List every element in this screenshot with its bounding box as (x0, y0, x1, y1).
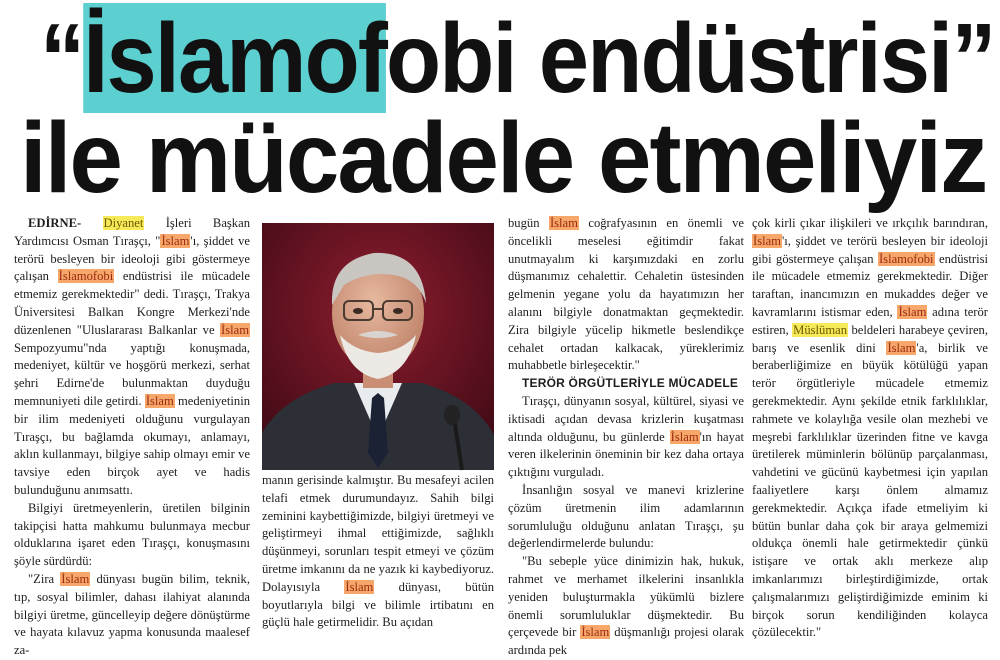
col1-paragraph-1: EDİRNE- Diyanet İşleri Başkan Yardımcısı Osman Tıraşçı, "İslam'ı, şiddet ve terörü besleyen bir ideoloji gibi göstermeye çalışan İslamofobi endüstrisi ile mücadele etmemiz gerekmektedir" dedi. Tıraşçı, Trakya Üniversitesi Balkan Kongre Merkezi'nde düzenlenen "Uluslararası Balkanlar ve İslam Sempozyumu"nda yaptığı konuşmada, medeniyet, kültür ve hoşgörü merkezi, serhat şehri Edirne'de bulunmaktan duyduğu memnuniyeti dile getirdi. İslam medeniyetinin bir ilim medeniyeti olduğunu vurgulayan Tıraşçı, bu bağlamda okumayı, anlamayı, aklın kullanmayı, bilgiye sahip olmayı emir ve tavsiye eden birçok ayet ve hadis bulunduğunu anımsattı. (14, 216, 250, 497)
keyword-highlight: İslam (887, 340, 916, 355)
speaker-portrait (262, 223, 494, 470)
keyword-highlight: İslam (345, 579, 374, 594)
keyword-highlight: İslam (549, 216, 578, 230)
article-column-3 (508, 215, 744, 660)
speaker-photo (262, 223, 494, 470)
keyword-highlight: İslam (161, 233, 190, 248)
article-column-2 (262, 472, 494, 632)
keyword-highlight: Diyanet (103, 216, 144, 230)
keyword-highlight: İslam (898, 304, 927, 319)
article-column-1 (14, 215, 250, 660)
col3-paragraph-4: "Bu sebeple yüce dinimizin hak, hukuk, rahmet ve merhamet ilkelerini insanlıkla yeniden buluşturmakla yükümlü bizlere önemli sorumluluklar düşmektedir. Bu çerçevede bir İslam düşmanlığı projesi olarak ardında pek (508, 554, 744, 658)
col2-paragraph-1: manın gerisinde kalmıştır. Bu mesafeyi acilen telafi etmek durumundayız. Sahih bilgi zeminini kaybettiğimizde, bilgiyi üretmeyi ve geliştirmeyi ihmal ettiğimizde, sağlıklı düşünmeyi, sorunları tespit etmeyi ve çözüm üretme imkanını da ne yazık ki kaybediyoruz. Dolayısıyla İslam dünyası, bütün boyutlarıyla bilgi ve bilimle irtibatını en güçlü hale getirmelidir. Bu açıdan (262, 473, 494, 630)
col3-paragraph-1: bugün İslam coğrafyasının en önemli ve öncelikli meselesi eğitimdir fakat unutmayalım ki karşımızdaki en zorlu düşmanımız cehalettir. Cehaletin üstesinden gelmenin yegane yolu da hayatımızın her alanını bilgiyle donatmaktan geçmektedir. Zira bilgiyle yücelip hikmetle beslendikçe cehalet ortadan kalkacak, yüreklerimiz muhabbetle birleşecektir." (508, 216, 744, 373)
keyword-highlight: İslam (221, 322, 249, 337)
keyword-highlight: İslam (145, 393, 174, 408)
keyword-highlight: İslam (61, 571, 90, 586)
section-subhead: TERÖR ÖRGÜTLERİYLE MÜCADELE (522, 376, 739, 391)
dateline: EDİRNE- (28, 216, 82, 230)
keyword-highlight: Müslüman (793, 322, 848, 337)
article-column-4 (752, 215, 988, 642)
keyword-highlight: İslam (670, 429, 699, 444)
col1-paragraph-2: Bilgiyi üretmeyenlerin, üretilen bilginin takipçisi hatta mahkumu bulunmaya mecbur olduklarına işaret eden Tıraşçı, konuşmasını şöyle sürdürdü: (14, 500, 250, 569)
keyword-highlight: İslam (753, 233, 781, 248)
keyword-highlight: İslamofobi (58, 269, 114, 284)
col3-paragraph-3: İnsanlığın sosyal ve manevi krizlerine çözüm üretmenin ilim adamlarının sorumluluğu olduğunu anlatan Tıraşçı, şu değerlendirmelerde bulundu: (508, 482, 744, 551)
headline-line-2: ile mücadele etmeliyiz (20, 102, 987, 214)
headline-highlight: İslamof (83, 3, 387, 113)
col4-paragraph-1: çok kirli çıkar ilişkileri ve ırkçılık barındıran, İslam'ı, şiddet ve terörü besleyen bir ideoloji gibi göstermeye çalışan İslamofobi endüstrisi ile mücadele etmemiz gerekmektedir. Diğer taraftan, inancımızın en mukaddes değer ve kavramlarını istismar eden, İslam adına terör estiren, Müslüman beldeleri harabeye çeviren, barış ve esenlik dini İslam'a, birlik ve beraberliğimize en büyük kötülüğü yapan terör örgütleriyle mücadele etmemiz gerekmektedir. Aynı şekilde etnik farklılıklar, rahmete ve kolaylığa vesile olan mezhebi ve meşrebi farklılıklar üzerinden fitne ve kavga üretilerek müminlerin bölünüp parçalanması, vahdetini ve gücünü kaybetmesi için yapılan faaliyetlere karşı önlem almamız gerekmektedir. Açıkça ifade etmeliyim ki bütün bunlar daha çok bir araya gelmemizi oldukça önemli hale getirmektedir çünkü istişare ve ortak aklı merkeze alıp imkanlarımızı birleştirdiğimizde, ortak çalışmalarımızı geliştirdiğimizde eminim ki birçok sorun kendiliğinden kolayca çözülecektir." (752, 216, 988, 640)
col3-paragraph-2: Tıraşçı, dünyanın sosyal, kültürel, siyasi ve iktisadi açıdan devasa krizlerin kuşatması altında olduğunu, bu günlerde İslam'ın hayat veren ilkelerinin öneminin bir kez daha ortaya çıktığını vurguladı. (508, 393, 744, 480)
col1-paragraph-3: "Zira İslam dünyası bugün bilim, teknik, tıp, sosyal bilimler, dahası ilahiyat alanında bilgiyi üretme, güncelleyip değere dönüştürme ve hayata kılavuz yapma konusunda maalesef za- (14, 571, 251, 658)
headline-line-1-rest: obi endüstrisi” (386, 3, 995, 113)
headline-line-1 (40, 3, 995, 113)
keyword-highlight: İslamofobi (878, 251, 934, 266)
keyword-highlight: İslam (581, 625, 610, 640)
headline-open-quote: “ (40, 3, 84, 113)
